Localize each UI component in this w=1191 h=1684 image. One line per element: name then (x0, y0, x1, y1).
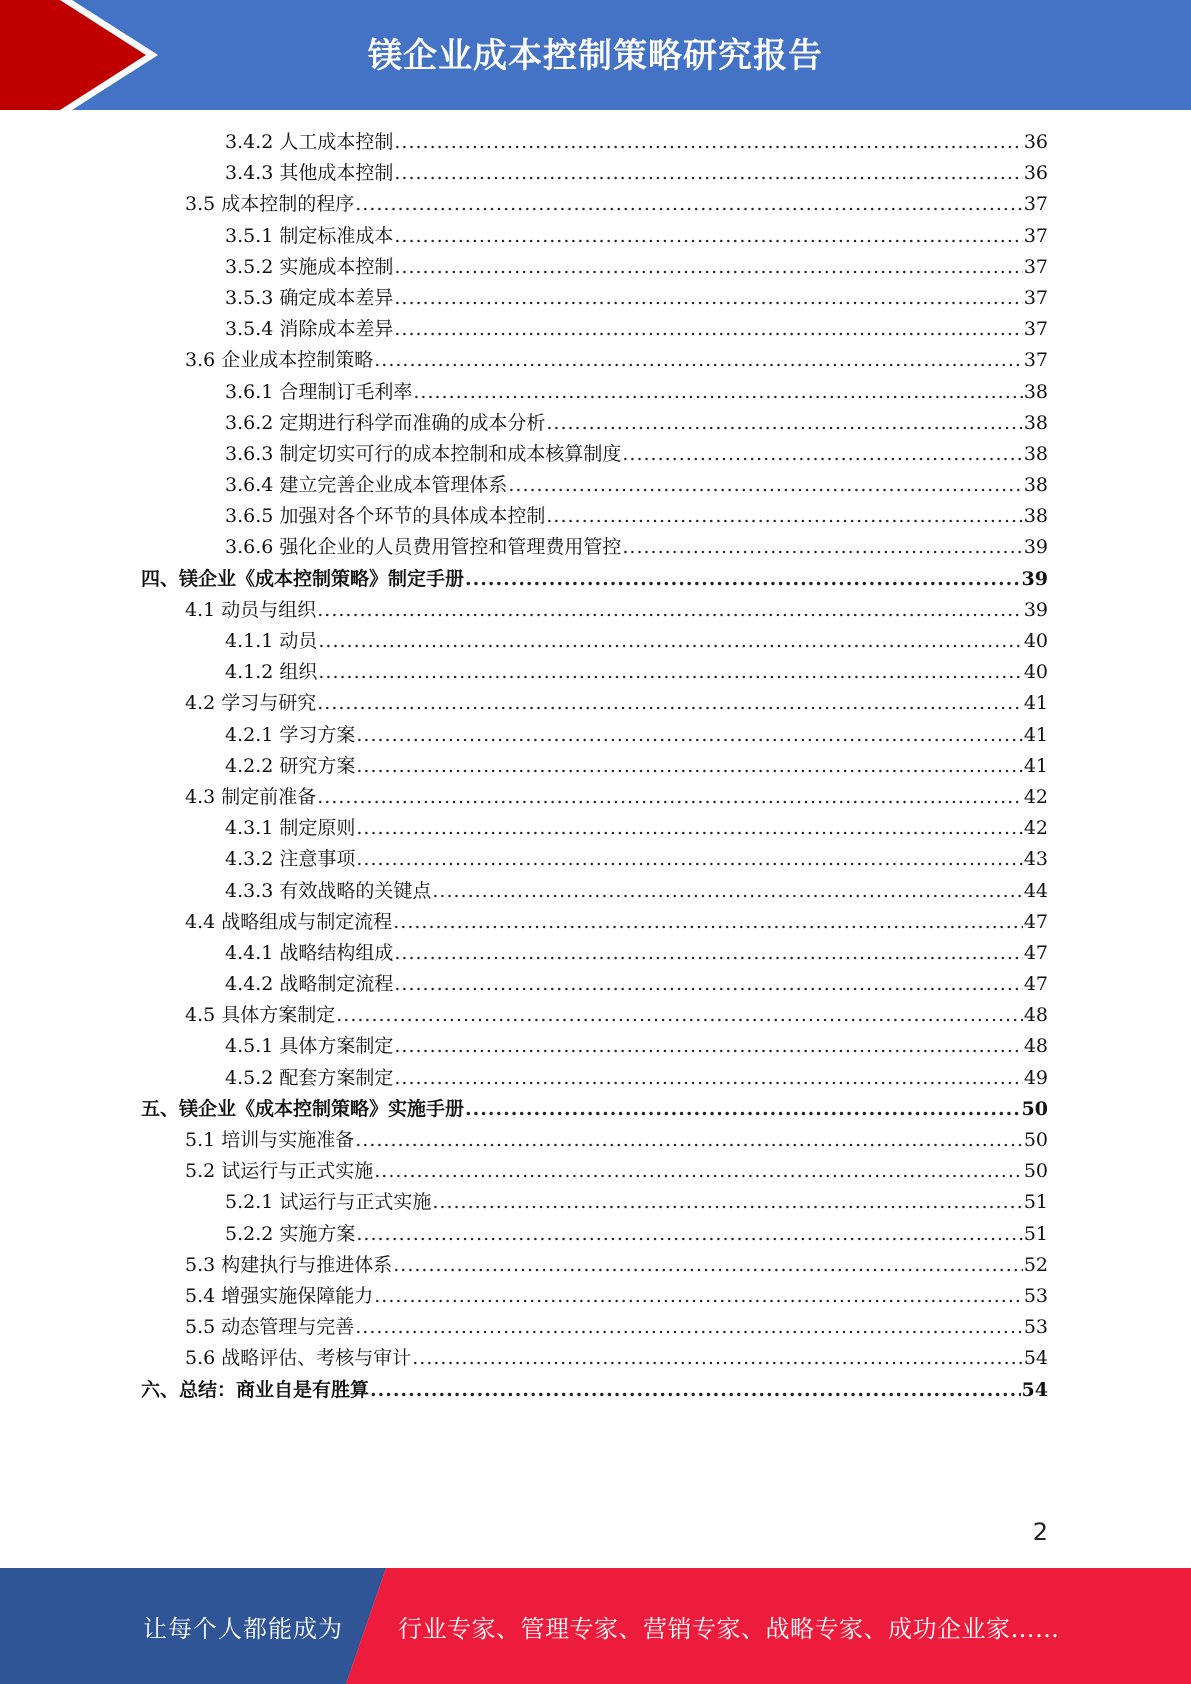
toc-dot-leader (394, 314, 1022, 345)
footer-slogan-right: 行业专家、管理专家、营销专家、战略专家、成功企业家…… (398, 1615, 1060, 1643)
toc-dot-leader (394, 158, 1022, 189)
toc-entry[interactable] (141, 844, 1048, 875)
toc-entry-page: 47 (1023, 941, 1048, 964)
toc-entry-label: 4.5 具体方案制定 (185, 1004, 336, 1027)
toc-entry[interactable] (141, 1063, 1048, 1094)
header-bar (0, 0, 1191, 110)
toc-entry[interactable] (141, 907, 1048, 938)
toc-entry[interactable] (141, 595, 1048, 626)
toc-entry-label: 五、镁企业《成本控制策略》实施手册 (141, 1097, 465, 1120)
toc-entry-label: 3.5.4 消除成本差异 (225, 318, 394, 341)
toc-entry[interactable] (141, 813, 1048, 844)
toc-dot-leader (546, 501, 1022, 532)
toc-entry-label: 4.1.1 动员 (225, 630, 318, 652)
toc-entry[interactable] (141, 377, 1048, 408)
toc-entry-label: 3.4.3 其他成本控制 (225, 162, 394, 185)
toc-entry[interactable] (141, 1375, 1048, 1406)
toc-dot-leader (394, 938, 1022, 969)
toc-entry-page: 44 (1023, 879, 1048, 902)
toc-entry-page: 47 (1023, 910, 1048, 933)
toc-dot-leader (394, 969, 1022, 1000)
toc-entry-page: 36 (1023, 162, 1048, 185)
footer-slogan-left: 让每个人都能成为 (143, 1615, 343, 1643)
toc-entry-page: 43 (1023, 848, 1048, 871)
toc-entry-label: 3.6 企业成本控制策略 (185, 349, 374, 372)
toc-entry-page: 40 (1023, 661, 1048, 684)
toc-dot-leader (394, 127, 1022, 158)
toc-dot-leader (394, 283, 1022, 314)
toc-dot-leader (622, 439, 1022, 470)
toc-dot-leader (356, 844, 1022, 875)
toc-entry-label: 5.1 培训与实施准备 (185, 1129, 355, 1151)
toc-entry[interactable] (141, 1343, 1048, 1374)
toc-entry-label: 4.5.1 具体方案制定 (225, 1035, 394, 1058)
toc-entry[interactable] (141, 876, 1048, 907)
footer-bar (0, 1568, 1191, 1684)
toc-entry-page: 42 (1023, 817, 1048, 840)
toc-entry-label: 六、总结：商业自是有胜算 (141, 1378, 370, 1401)
toc-entry-label: 3.4.2 人工成本控制 (225, 131, 394, 153)
toc-entry-page: 38 (1023, 474, 1048, 497)
toc-entry-page: 51 (1023, 1222, 1048, 1245)
toc-entry[interactable] (141, 720, 1048, 751)
toc-entry[interactable] (141, 345, 1048, 376)
toc-entry[interactable] (141, 283, 1048, 314)
toc-entry-page: 50 (1023, 1129, 1048, 1151)
toc-entry-page: 39 (1023, 536, 1048, 559)
toc-entry[interactable] (141, 564, 1048, 595)
toc-entry-page: 51 (1023, 1191, 1048, 1214)
toc-entry-label: 4.2.2 研究方案 (225, 754, 356, 777)
toc-entry[interactable] (141, 1031, 1048, 1062)
toc-entry-page: 38 (1023, 380, 1048, 403)
toc-dot-leader (374, 1156, 1023, 1187)
toc-entry[interactable] (141, 1125, 1048, 1156)
toc-entry-page: 50 (1021, 1097, 1048, 1120)
toc-dot-leader (355, 1312, 1023, 1343)
toc-entry-label: 4.1 动员与组织 (185, 598, 317, 621)
toc-dot-leader (356, 813, 1022, 844)
toc-entry-page: 39 (1021, 567, 1048, 590)
toc-entry[interactable] (141, 1250, 1048, 1281)
toc-entry[interactable] (141, 626, 1048, 657)
toc-entry[interactable] (141, 408, 1048, 439)
toc-entry[interactable] (141, 439, 1048, 470)
table-of-contents (141, 127, 1048, 1406)
toc-dot-leader (394, 252, 1022, 283)
toc-entry-page: 53 (1023, 1284, 1048, 1307)
toc-entry-page: 36 (1023, 131, 1048, 153)
toc-entry-label: 5.2.1 试运行与正式实施 (225, 1191, 432, 1214)
toc-entry-page: 42 (1023, 785, 1048, 808)
toc-dot-leader (356, 1219, 1022, 1250)
toc-entry[interactable] (141, 751, 1048, 782)
toc-entry[interactable] (141, 252, 1048, 283)
toc-dot-leader (394, 1063, 1022, 1094)
toc-entry-label: 4.4.2 战略制定流程 (225, 973, 394, 996)
toc-dot-leader (412, 1343, 1023, 1374)
toc-dot-leader (374, 1281, 1023, 1312)
toc-entry[interactable] (141, 470, 1048, 501)
toc-dot-leader (317, 688, 1023, 719)
toc-dot-leader (465, 564, 1021, 595)
document-title: 镁企业成本控制策略研究报告 (368, 36, 823, 76)
toc-entry-label: 3.5.3 确定成本差异 (225, 286, 394, 309)
toc-dot-leader (465, 1094, 1021, 1125)
toc-entry-label: 5.2 试运行与正式实施 (185, 1160, 374, 1183)
toc-entry-page: 47 (1023, 973, 1048, 996)
toc-entry-page: 54 (1021, 1378, 1048, 1401)
toc-dot-leader (355, 1125, 1023, 1156)
toc-entry-page: 37 (1023, 318, 1048, 341)
toc-dot-leader (393, 1250, 1023, 1281)
toc-dot-leader (370, 1375, 1021, 1406)
toc-dot-leader (374, 345, 1023, 376)
toc-entry-page: 40 (1023, 630, 1048, 652)
toc-entry-page: 37 (1023, 193, 1048, 216)
toc-entry[interactable] (141, 314, 1048, 345)
toc-entry-label: 4.2.1 学习方案 (225, 723, 356, 746)
toc-dot-leader (317, 782, 1023, 813)
toc-dot-leader (355, 189, 1023, 220)
toc-entry-page: 41 (1023, 692, 1048, 715)
toc-entry[interactable] (141, 969, 1048, 1000)
toc-entry-page: 54 (1023, 1347, 1048, 1370)
toc-entry-label: 3.6.2 定期进行科学而准确的成本分析 (225, 411, 546, 434)
toc-entry[interactable] (141, 1281, 1048, 1312)
toc-dot-leader (432, 1187, 1022, 1218)
toc-entry-page: 48 (1023, 1035, 1048, 1058)
toc-entry-page: 53 (1023, 1316, 1048, 1339)
toc-entry-label: 3.5 成本控制的程序 (185, 193, 355, 216)
toc-entry-label: 3.6.1 合理制订毛利率 (225, 380, 413, 403)
toc-entry[interactable] (141, 657, 1048, 688)
toc-entry-page: 37 (1023, 286, 1048, 309)
toc-entry-page: 41 (1023, 723, 1048, 746)
toc-entry-label: 5.2.2 实施方案 (225, 1222, 356, 1245)
toc-entry-label: 5.4 增强实施保障能力 (185, 1284, 374, 1307)
toc-dot-leader (393, 907, 1023, 938)
toc-entry-label: 5.6 战略评估、考核与审计 (185, 1347, 412, 1370)
toc-entry-label: 5.3 构建执行与推进体系 (185, 1253, 393, 1276)
toc-entry-page: 39 (1023, 598, 1048, 621)
toc-dot-leader (356, 751, 1022, 782)
toc-entry-label: 4.3.2 注意事项 (225, 848, 356, 871)
toc-dot-leader (318, 626, 1022, 657)
toc-entry-label: 4.5.2 配套方案制定 (225, 1066, 394, 1089)
toc-entry-label: 4.2 学习与研究 (185, 692, 317, 715)
toc-entry-page: 38 (1023, 442, 1048, 465)
toc-entry[interactable] (141, 158, 1048, 189)
toc-entry-label: 3.5.2 实施成本控制 (225, 255, 394, 278)
toc-entry-label: 5.5 动态管理与完善 (185, 1316, 355, 1339)
toc-entry-label: 3.6.6 强化企业的人员费用管控和管理费用管控 (225, 536, 622, 559)
toc-entry[interactable] (141, 1187, 1048, 1218)
toc-entry[interactable] (141, 189, 1048, 220)
toc-entry-page: 48 (1023, 1004, 1048, 1027)
toc-entry-label: 3.6.4 建立完善企业成本管理体系 (225, 474, 508, 497)
toc-entry[interactable] (141, 501, 1048, 532)
toc-entry[interactable] (141, 1000, 1048, 1031)
toc-entry-page: 49 (1023, 1066, 1048, 1089)
toc-entry-page: 41 (1023, 754, 1048, 777)
toc-dot-leader (336, 1000, 1023, 1031)
toc-entry[interactable] (141, 532, 1048, 563)
toc-dot-leader (432, 876, 1022, 907)
toc-entry-page: 37 (1023, 255, 1048, 278)
toc-entry[interactable] (141, 688, 1048, 719)
toc-entry[interactable] (141, 1219, 1048, 1250)
toc-entry-label: 4.1.2 组织 (225, 661, 318, 684)
toc-entry-label: 3.6.5 加强对各个环节的具体成本控制 (225, 505, 546, 528)
toc-entry[interactable] (141, 782, 1048, 813)
toc-entry-label: 4.3 制定前准备 (185, 785, 317, 808)
toc-entry-label: 4.4 战略组成与制定流程 (185, 910, 393, 933)
toc-dot-leader (394, 1031, 1022, 1062)
toc-dot-leader (413, 377, 1022, 408)
toc-entry-label: 4.3.3 有效战略的关键点 (225, 879, 432, 902)
toc-entry-label: 四、镁企业《成本控制策略》制定手册 (141, 567, 465, 590)
toc-dot-leader (356, 720, 1022, 751)
toc-dot-leader (317, 595, 1023, 626)
toc-dot-leader (546, 408, 1022, 439)
toc-entry-label: 3.5.1 制定标准成本 (225, 224, 394, 247)
toc-dot-leader (508, 470, 1022, 501)
toc-entry[interactable] (141, 1156, 1048, 1187)
toc-entry-page: 37 (1023, 349, 1048, 372)
toc-entry-page: 37 (1023, 224, 1048, 247)
toc-entry-page: 38 (1023, 411, 1048, 434)
toc-entry-label: 3.6.3 制定切实可行的成本控制和成本核算制度 (225, 442, 622, 465)
toc-entry[interactable] (141, 127, 1048, 158)
toc-entry-label: 4.3.1 制定原则 (225, 817, 356, 840)
toc-entry-page: 52 (1023, 1253, 1048, 1276)
toc-entry[interactable] (141, 1094, 1048, 1125)
toc-entry-page: 38 (1023, 505, 1048, 528)
toc-dot-leader (394, 221, 1022, 252)
toc-entry[interactable] (141, 938, 1048, 969)
toc-dot-leader (318, 657, 1022, 688)
toc-entry[interactable] (141, 1312, 1048, 1343)
toc-dot-leader (622, 532, 1022, 563)
page-number: 2 (1032, 1518, 1048, 1546)
toc-entry-page: 50 (1023, 1160, 1048, 1183)
toc-entry-label: 4.4.1 战略结构组成 (225, 941, 394, 964)
toc-entry[interactable] (141, 221, 1048, 252)
